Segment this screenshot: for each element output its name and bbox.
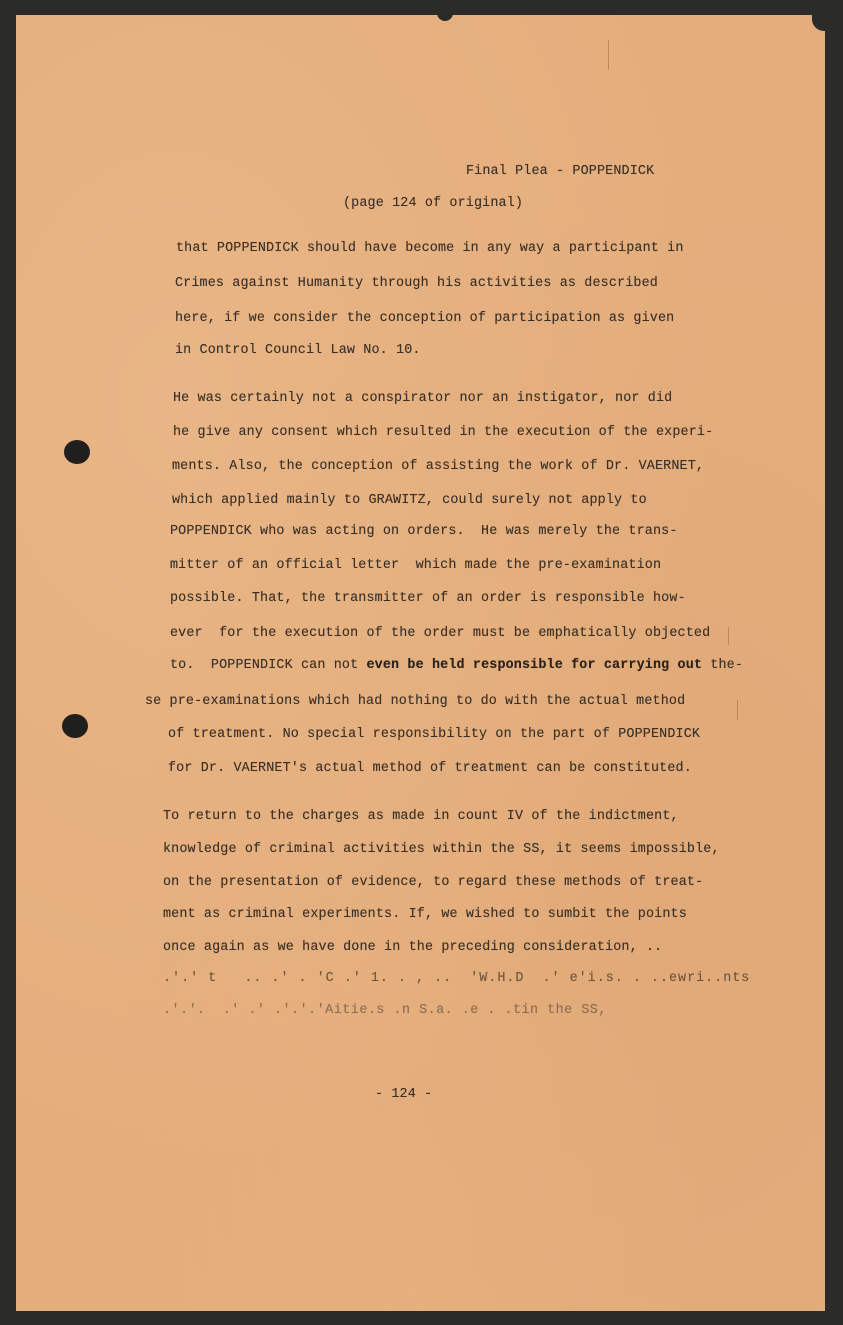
text-line: which applied mainly to GRAWITZ, could surely not apply to (172, 493, 647, 508)
text-line: Crimes against Humanity through his activities as described (175, 276, 658, 291)
text-line: ments. Also, the conception of assisting the work of Dr. VAERNET, (172, 459, 705, 474)
text-line: for Dr. VAERNET's actual method of treatment can be constituted. (168, 761, 692, 776)
text-line: ever for the execution of the order must be emphatically objected (170, 626, 711, 641)
binder-hole (62, 714, 88, 738)
pencil-mark (608, 40, 609, 70)
text-line: He was certainly not a conspirator nor an instigator, nor did (173, 391, 673, 406)
document-header-title: Final Plea - POPPENDICK (466, 164, 655, 179)
pencil-mark (728, 627, 729, 645)
text-segment: the- (702, 658, 744, 673)
text-line: knowledge of criminal activities within the SS, it seems impossible, (163, 842, 720, 857)
pencil-mark (737, 700, 738, 720)
text-line: here, if we consider the conception of participation as given (175, 311, 675, 326)
text-line: of treatment. No special responsibility on the part of POPPENDICK (168, 727, 701, 742)
text-line (170, 658, 743, 673)
text-line: on the presentation of evidence, to regard these methods of treat- (163, 875, 704, 890)
text-line: POPPENDICK who was acting on orders. He was merely the trans- (170, 524, 678, 539)
faded-text-line: .'.' t .. .' . 'C .' 1. . , .. 'W.H.D .' e'i.s. . ..ewri..nts (163, 971, 751, 986)
text-line: once again as we have done in the preceding consideration, .. (163, 940, 663, 955)
binder-hole (64, 440, 90, 464)
text-line: possible. That, the transmitter of an order is responsible how- (170, 591, 686, 606)
overtyped-text: even be held responsible for carrying out (366, 658, 703, 673)
text-line: se pre-examinations which had nothing to do with the actual method (145, 694, 686, 709)
page-number: - 124 - (375, 1087, 433, 1102)
text-line: mitter of an official letter which made the pre-examination (170, 558, 662, 573)
text-line: he give any consent which resulted in the execution of the experi- (173, 425, 714, 440)
faded-text-line: .'.'. .' .' .'.'.'Aitie.s .n S.a. .e . .tin the SS, (163, 1003, 607, 1018)
text-line: To return to the charges as made in count IV of the indictment, (163, 809, 679, 824)
document-header-subtitle: (page 124 of original) (343, 196, 524, 211)
text-line: in Control Council Law No. 10. (175, 343, 421, 358)
text-line: that POPPENDICK should have become in any way a participant in (176, 241, 684, 256)
text-line: ment as criminal experiments. If, we wished to sumbit the points (163, 907, 687, 922)
text-segment: to. POPPENDICK can not (170, 658, 367, 673)
